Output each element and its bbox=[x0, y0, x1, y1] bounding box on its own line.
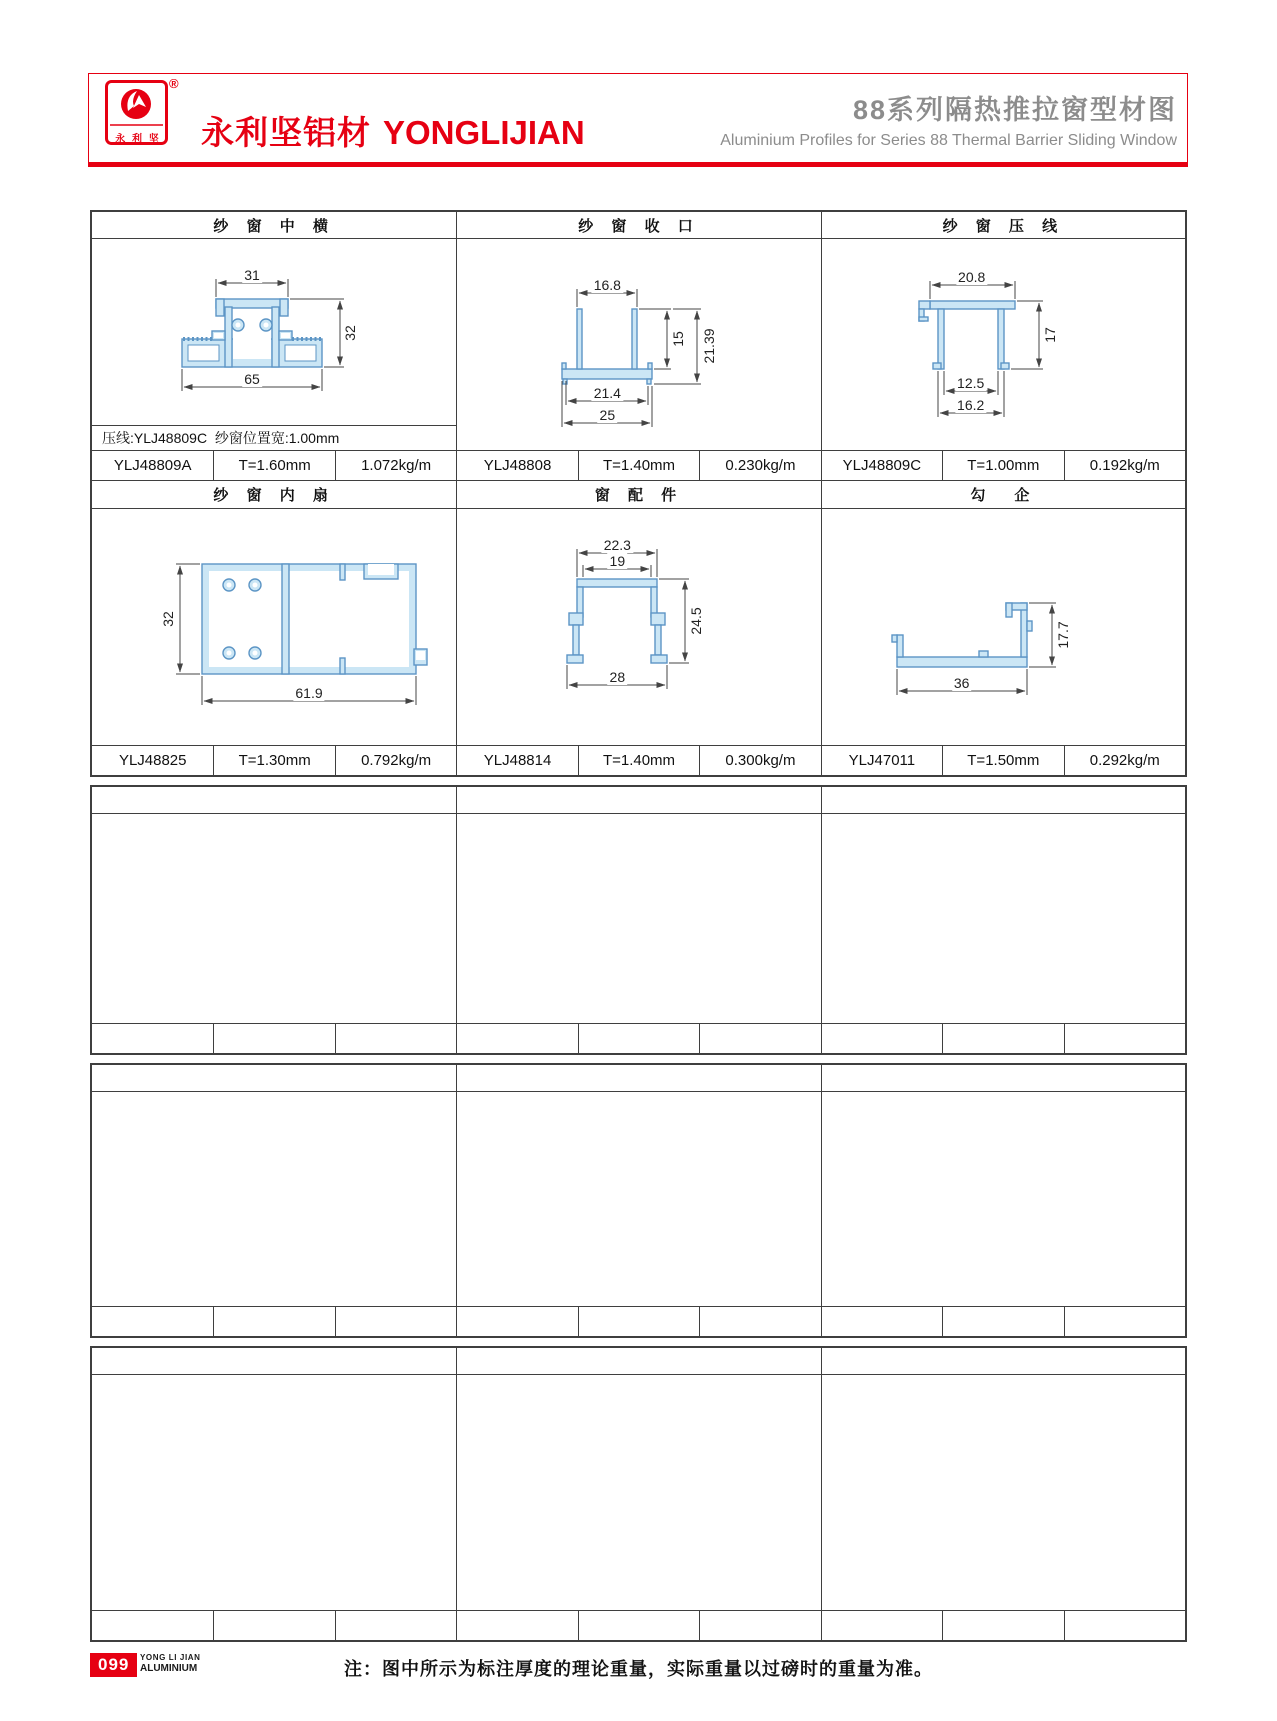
empty-diagram-cell bbox=[92, 1375, 456, 1610]
empty-diagram-cell bbox=[92, 814, 456, 1023]
section-header-cell: 纱 窗 中 横 bbox=[213, 217, 335, 235]
data-cell-thickness: T=1.60mm bbox=[213, 451, 334, 480]
dim-label: 31 bbox=[244, 267, 260, 283]
empty-data-cell bbox=[699, 1611, 820, 1640]
data-cell-weight: 1.072kg/m bbox=[335, 451, 456, 480]
page-footer bbox=[90, 1652, 1187, 1694]
company-logo bbox=[105, 76, 183, 160]
dim-label: 20.8 bbox=[958, 269, 986, 285]
data-cell-model: YLJ48825 bbox=[118, 752, 187, 769]
dim-label: 32 bbox=[342, 325, 358, 341]
data-cell-thickness: T=1.40mm bbox=[578, 746, 699, 775]
dim-label: 25 bbox=[599, 407, 616, 423]
empty-data-cell bbox=[942, 1611, 1063, 1640]
dim-label: 21.4 bbox=[593, 385, 621, 401]
empty-data-cell bbox=[92, 1024, 213, 1053]
section-header-cell: 纱 窗 压 线 bbox=[821, 212, 1185, 238]
empty-data-row bbox=[92, 1610, 1185, 1640]
profile-table-block-1 bbox=[90, 210, 1187, 777]
empty-diagram-row bbox=[92, 813, 1185, 1023]
dim-label: 32 bbox=[160, 611, 176, 627]
dim-label: 65 bbox=[244, 371, 260, 387]
empty-header-cell bbox=[821, 1348, 1185, 1374]
data-cell-thickness: T=1.30mm bbox=[213, 746, 334, 775]
page-title-en: Aluminium Profiles for Series 88 Thermal Barrier Sliding Window bbox=[720, 132, 1177, 149]
empty-data-cell bbox=[92, 1611, 213, 1640]
footer-brand-line1: YONG LI JIAN bbox=[140, 1653, 201, 1662]
empty-data-cell bbox=[1064, 1307, 1185, 1336]
empty-header-cell bbox=[456, 787, 820, 813]
dim-label: 17 bbox=[1041, 327, 1058, 343]
empty-diagram-cell bbox=[92, 1092, 456, 1306]
profile-table-block-3-empty bbox=[90, 1063, 1187, 1338]
empty-header-row bbox=[92, 1348, 1185, 1374]
data-cell-weight: 0.792kg/m bbox=[335, 746, 456, 775]
profile-diagram-cell bbox=[92, 509, 456, 745]
section1-diagram-row bbox=[92, 238, 1185, 450]
empty-data-cell bbox=[335, 1307, 456, 1336]
page-title-cn: 88系列隔热推拉窗型材图 bbox=[852, 95, 1177, 125]
profile-drawing-screen-mid-rail bbox=[92, 239, 456, 450]
empty-data-cell bbox=[1064, 1611, 1185, 1640]
empty-header-cell bbox=[456, 1065, 820, 1091]
empty-data-cell bbox=[942, 1024, 1063, 1053]
page-titles bbox=[720, 88, 1177, 150]
profile-drawing-screen-bead bbox=[822, 239, 1185, 450]
empty-diagram-cell bbox=[821, 1375, 1185, 1610]
empty-data-cell bbox=[942, 1307, 1063, 1336]
empty-data-cell bbox=[821, 1307, 942, 1336]
section2-data-row bbox=[92, 745, 1185, 775]
empty-header-cell bbox=[92, 1065, 456, 1091]
section2-diagram-row bbox=[92, 508, 1185, 745]
section-header-cell: 纱 窗 收 口 bbox=[456, 212, 820, 238]
empty-data-row bbox=[92, 1023, 1185, 1053]
diagram-note: 压线:YLJ48809C 纱窗位置宽:1.00mm bbox=[92, 425, 456, 450]
page-header bbox=[88, 73, 1188, 167]
empty-diagram-cell bbox=[456, 814, 820, 1023]
logo-characters: 永 利 坚 bbox=[115, 134, 161, 145]
data-cell-weight: 0.300kg/m bbox=[699, 746, 820, 775]
empty-header-cell bbox=[821, 787, 1185, 813]
dim-label: 24.5 bbox=[688, 607, 705, 635]
company-name-en: YONGLIJIAN bbox=[383, 114, 585, 151]
empty-diagram-cell bbox=[821, 1092, 1185, 1306]
dim-label: 12.5 bbox=[957, 375, 985, 391]
registered-mark: ® bbox=[169, 76, 179, 91]
profile-table-block-2-empty bbox=[90, 785, 1187, 1055]
data-cell-thickness: T=1.00mm bbox=[942, 451, 1063, 480]
empty-data-cell bbox=[578, 1611, 699, 1640]
data-cell-weight: 0.292kg/m bbox=[1064, 746, 1185, 775]
profile-drawing-window-fitting bbox=[457, 509, 820, 745]
dim-label: 22.3 bbox=[603, 537, 631, 553]
empty-data-cell bbox=[1064, 1024, 1185, 1053]
dim-label: 15 bbox=[670, 331, 687, 347]
dim-label: 16.8 bbox=[593, 277, 621, 293]
profile-diagram-cell bbox=[456, 239, 820, 450]
empty-data-cell bbox=[213, 1611, 334, 1640]
empty-diagram-cell bbox=[821, 814, 1185, 1023]
empty-diagram-cell bbox=[456, 1375, 820, 1610]
empty-header-cell bbox=[92, 787, 456, 813]
data-cell-model: YLJ48809C bbox=[821, 451, 942, 480]
empty-header-cell bbox=[456, 1348, 820, 1374]
dim-label: 28 bbox=[609, 669, 626, 685]
data-cell-thickness: T=1.50mm bbox=[942, 746, 1063, 775]
empty-data-cell bbox=[578, 1307, 699, 1336]
profile-drawing-screen-closer bbox=[457, 239, 820, 450]
section-header-cell: 纱 窗 内 扇 bbox=[213, 487, 335, 504]
profile-diagram-cell bbox=[821, 509, 1185, 745]
empty-data-cell bbox=[699, 1307, 820, 1336]
empty-data-cell bbox=[213, 1307, 334, 1336]
dim-label: 61.9 bbox=[295, 685, 323, 701]
empty-data-cell bbox=[699, 1024, 820, 1053]
data-cell-weight: 0.230kg/m bbox=[699, 451, 820, 480]
empty-diagram-row bbox=[92, 1374, 1185, 1610]
data-cell-model: YLJ47011 bbox=[821, 746, 942, 775]
profile-drawing-hook-lock bbox=[822, 509, 1185, 745]
empty-data-row bbox=[92, 1306, 1185, 1336]
empty-data-cell bbox=[456, 1307, 577, 1336]
dim-label: 17.7 bbox=[1054, 621, 1071, 649]
section-header-cell: 勾 企 bbox=[821, 481, 1185, 508]
empty-data-cell bbox=[92, 1307, 213, 1336]
empty-header-row bbox=[92, 1065, 1185, 1091]
empty-data-cell bbox=[578, 1024, 699, 1053]
data-cell-model: YLJ48809A bbox=[113, 457, 192, 474]
empty-diagram-cell bbox=[456, 1092, 820, 1306]
section1-header-row bbox=[92, 212, 1185, 238]
dim-label: 19 bbox=[609, 553, 626, 569]
data-cell-thickness: T=1.40mm bbox=[578, 451, 699, 480]
dim-label: 36 bbox=[953, 675, 970, 691]
empty-data-cell bbox=[335, 1611, 456, 1640]
empty-header-cell bbox=[821, 1065, 1185, 1091]
empty-diagram-row bbox=[92, 1091, 1185, 1306]
page-number-badge: 099 bbox=[90, 1653, 137, 1677]
profile-diagram-cell bbox=[92, 239, 456, 450]
empty-data-cell bbox=[821, 1024, 942, 1053]
section2-header-row bbox=[92, 480, 1185, 508]
profile-diagram-cell bbox=[821, 239, 1185, 450]
company-name-cn: 永利坚铝材 bbox=[201, 114, 371, 151]
footer-note: 注：图中所示为标注厚度的理论重量，实际重量以过磅时的重量为准。 bbox=[344, 1659, 933, 1679]
section-header-cell: 窗 配 件 bbox=[456, 481, 820, 508]
dim-label: 16.2 bbox=[957, 397, 985, 413]
profile-table-block-4-empty bbox=[90, 1346, 1187, 1642]
empty-data-cell bbox=[213, 1024, 334, 1053]
empty-data-cell bbox=[456, 1611, 577, 1640]
profile-drawing-screen-sash bbox=[92, 509, 456, 745]
data-cell-model: YLJ48814 bbox=[456, 746, 577, 775]
data-cell-weight: 0.192kg/m bbox=[1064, 451, 1185, 480]
data-cell-model: YLJ48808 bbox=[456, 451, 577, 480]
empty-data-cell bbox=[335, 1024, 456, 1053]
footer-brand-line2: ALUMINIUM bbox=[140, 1662, 198, 1674]
empty-data-cell bbox=[456, 1024, 577, 1053]
profile-diagram-cell bbox=[456, 509, 820, 745]
dim-label: 21.39 bbox=[701, 328, 718, 364]
empty-data-cell bbox=[821, 1611, 942, 1640]
company-name bbox=[201, 107, 585, 154]
section1-data-row bbox=[92, 450, 1185, 480]
empty-header-cell bbox=[92, 1348, 456, 1374]
empty-header-row bbox=[92, 787, 1185, 813]
